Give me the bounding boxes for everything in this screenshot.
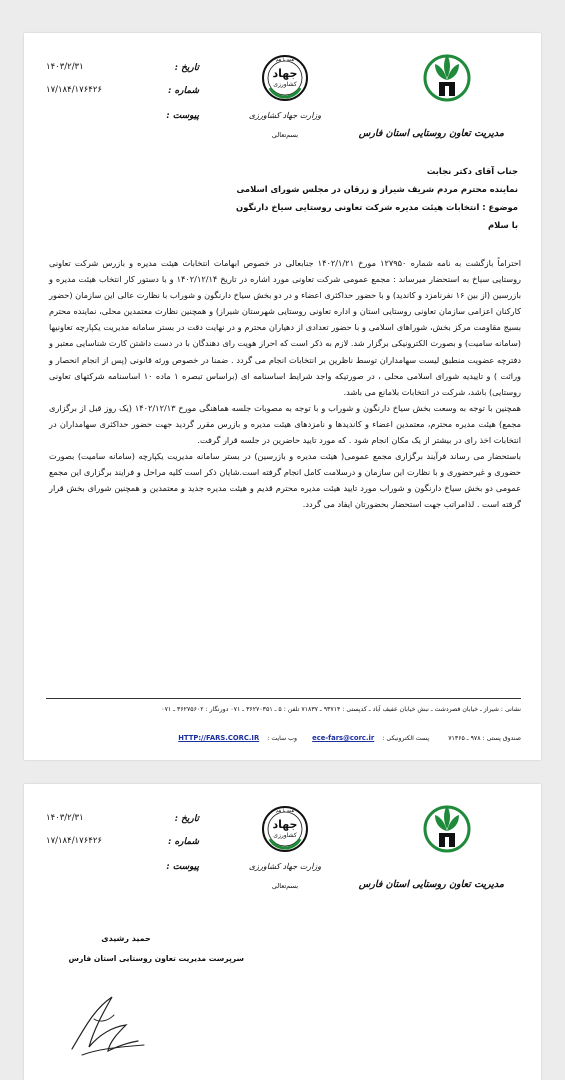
date-value: ۱۴۰۳/۲/۳۱ (46, 62, 84, 72)
recipient-title: نماینده محترم مردم شریف شیراز و زرقان در مجلس شورای اسلامی (236, 184, 518, 194)
date-value: ۱۴۰۳/۲/۳۱ (46, 813, 84, 823)
footer-address: نشانی : شیراز ـ خیابان قصردشت ـ نبش خیابان عفیف آباد ـ کدپستی : ۹۳۷۱۴ ـ ۷۱۸۳۷ تلفن : ۵ ـ ۳۶۲۷۰۳۵۱ ـ ۰۷۱ دورنگار : ۳۶۲۷۵۶۰۲ ـ ۰۷۱ (161, 706, 521, 713)
recipient-line: جناب آقای دکتر نجابت (426, 166, 518, 176)
footer-po-box: صندوق پستی : ۹۷۸ ـ ۷۱۳۶۵ (448, 735, 521, 742)
date-label: تاریخ : (174, 814, 199, 824)
ministry-motto: بسم‌تعالی (271, 131, 299, 139)
letter-page-1 (24, 33, 541, 760)
ministry-badge (260, 53, 310, 103)
greeting: با سلام (488, 220, 518, 230)
attachment-label: پیوست : (166, 862, 199, 872)
footer-divider (46, 698, 521, 699)
date-label: تاریخ : (174, 63, 199, 73)
ministry-badge-sub: کشاورزی (273, 81, 297, 88)
footer-contacts (46, 725, 521, 742)
org-name: مدیریت تعاون روستایی استان فارس (358, 879, 504, 890)
ministry-badge-caption: همه با هم (275, 58, 295, 63)
cooperative-logo-icon (421, 799, 473, 859)
footer-website-link[interactable]: HTTP://FARS.CORC.IR (178, 734, 260, 742)
signer-title: سرپرست مدیریت تعاون روستایی استان فارس (68, 954, 244, 963)
ministry-badge-sub: کشاورزی (273, 832, 297, 839)
number-value: ۱۷/۱۸۴/۱۷۶۴۲۶ (46, 836, 102, 846)
body-paragraph-3: باستحضار می رساند فرآیند برگزاری مجمع عمومی( هیئت مدیره و بازرسین) در بستر سامانه مدیریت یکپارچه (سامانه سامیت) بصورت حضوری و غیرحضوری و با نظارت این سازمان و درسلامت کامل انجام گرفته است.شایان ذکر است کلیه مراحل و فرایند برگزاری این مجمع عمومی دو بخش سیاخ دارنگون و شوراب مورد تایید هیئت مدیره محترم قدیم و هیئت مدیره جدید و معتمدین و همچنین شورای بخش قرار گرفته است . لذامراتب جهت استحضار بحضورتان ایفاد می گردد. (49, 451, 521, 510)
ministry-badge (260, 804, 310, 854)
footer-website-label: وب سایت : (267, 735, 297, 742)
signature-icon (64, 989, 154, 1061)
footer-email-link[interactable]: ece-fars@corc.ir (312, 734, 375, 742)
letter-page-2 (24, 784, 541, 1080)
body-paragraph-1: احتراماً بازگشت به نامه شماره ۱۲۷۹۵۰ مورخ ۱۴۰۲/۱/۲۱ جنابعالی در خصوص ابهامات انتخابات هیئت مدیره و بازرس شرکت تعاونی روستایی سیاخ به استحضار میرساند : مجمع عمومی شرکت تعاونی مورد اشاره در تاریخ ۱۴۰۲/۱۲/۱۴ و با دستور کار انتخاب هیئت مدیره و بازرسین (از بین ۱۶ نفرنامزد و کاندید) و با حضور حداکثری اعضاء و در دو بخش سیاخ دارنگون و شوراب با نظارت عالی این سازمان (حضور کارکنان اعزامی سازمان تعاونی روستایی استان و اداره تعاونی روستایی شهرستان شیراز) و همچنین نظارت معتمدین محلی، نماینده محترم بسیج مقاومت مرکز بخش، شوراهای اسلامی و با حضور تعدادی از دهیاران محترم و در نهایت دقت در بستر سامانه مدیریت یکپارچه تعاونیها (سامانه سامیت) و بصورت الکترونیکی برگزار شد. لازم به ذکر است که احراز هویت رای دهندگان با در دست داشتن کارت شناسایی معتبر و دفترچه عضویت منطبق لیست سهامداران توسط ناظرین بر انتخابات انجام می گردد . ضمنا در خصوص ورثه قانونی (پس از انجام انحصار و وراثت ) و تاییدیه شورای اسلامی محلی ، در صورتیکه واجد شرایط اساسنامه ای (براساس تبصره ۱ ماده ۱۰ اساسنامه شرکتهای تعاونی روستایی) باشد، شرکت در انتخابات بلامانع می باشد. (49, 258, 522, 397)
signer-name: حمید رشیدی (101, 934, 151, 943)
ministry-name: وزارت جهاد کشاورزی (248, 111, 322, 120)
letter-body (49, 255, 521, 513)
ministry-badge-title: جهاد (272, 818, 298, 831)
ministry-badge-caption: همه با هم (275, 809, 295, 814)
org-name: مدیریت تعاون روستایی استان فارس (358, 128, 504, 139)
letter-subject: موضوع : انتخابات هیئت مدیره شرکت تعاونی روستایی سیاخ دارنگون (236, 202, 518, 212)
ministry-badge-title: جهاد (272, 67, 298, 80)
footer-email-label: پست الکترونیکی : (382, 735, 430, 742)
number-value: ۱۷/۱۸۴/۱۷۶۴۲۶ (46, 85, 102, 95)
number-label: شماره : (167, 86, 199, 96)
attachment-label: پیوست : (166, 111, 199, 121)
ministry-name: وزارت جهاد کشاورزی (248, 862, 322, 871)
ministry-motto: بسم‌تعالی (271, 882, 299, 890)
cooperative-logo-icon (421, 48, 473, 108)
number-label: شماره : (167, 837, 199, 847)
body-paragraph-2: همچنین با توجه به وسعت بخش سیاخ دارنگون و شوراب و با توجه به مصوبات جلسه هماهنگی مورخ ۱۴۰۲/۱۲/۱۳ (یک روز قبل از برگزاری مجمع) هیئت مدیره محترم، معتمدین اعضاء و کاندیدها و نامزدهای هیئت مدیره و بازرس مقرر گردید جهت حضور حداکثری سهامداران در انتخابات اخذ رای در بیشتر از یک مکان انجام شود . که مورد تایید حاضرین در جلسه قرار گرفت. (49, 402, 521, 446)
